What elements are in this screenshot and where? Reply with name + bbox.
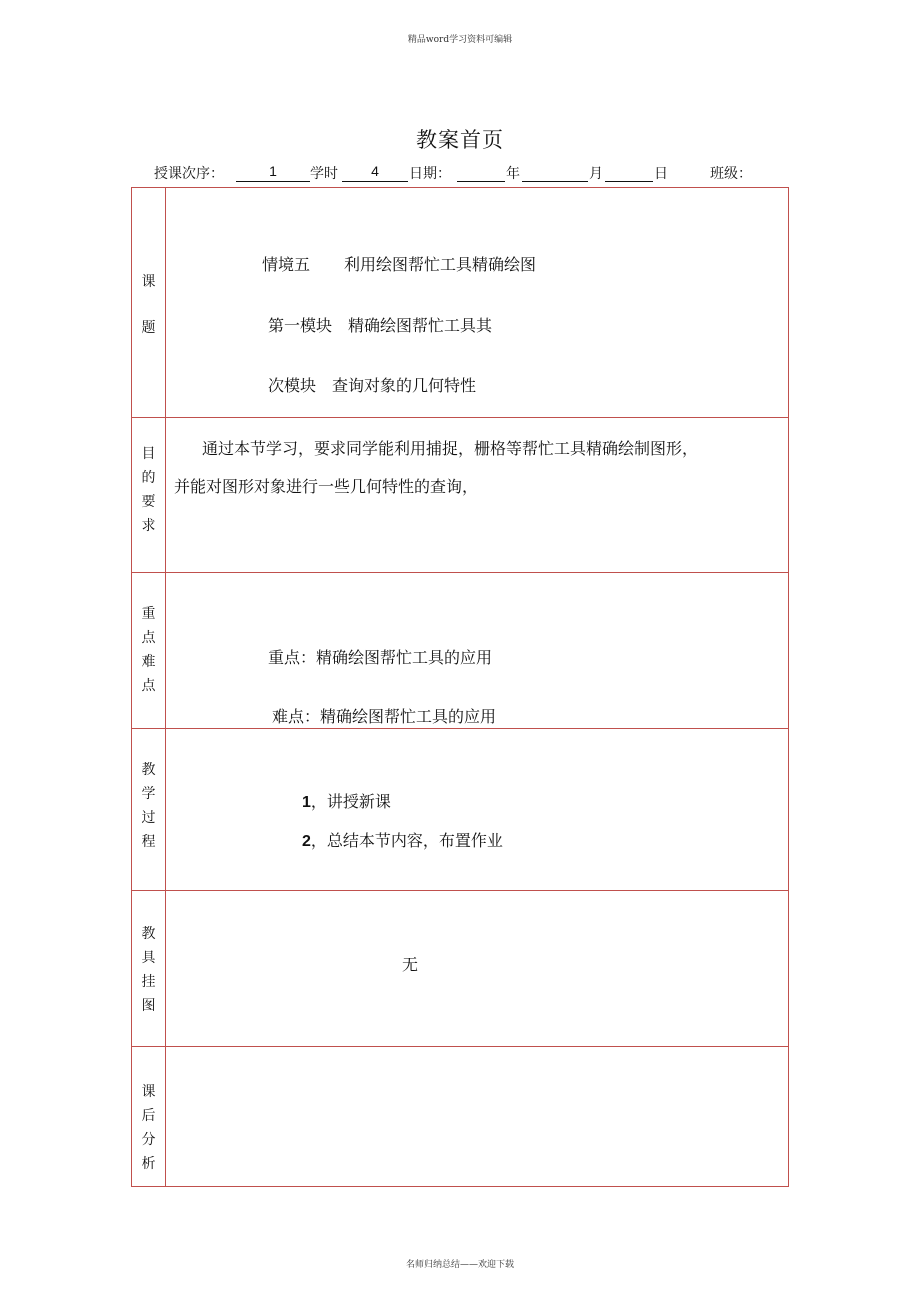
class-label: 班级：: [710, 166, 752, 182]
lesson-plan-table: [131, 187, 789, 1187]
date-label: 日期：: [409, 166, 451, 182]
topic-label: 课 题: [141, 274, 156, 336]
month-label: 月: [589, 166, 603, 182]
row-divider: [132, 417, 788, 418]
lesson-info-line: [154, 163, 774, 185]
day-blank: [605, 163, 653, 182]
objective-label: 目 的 要 求: [141, 446, 156, 534]
objective-line-1: 通过本节学习，要求同学能利用捕捉，栅格等帮忙工具精确绘制图形，: [202, 439, 699, 458]
key-point-line: 重点：精确绘图帮忙工具的应用: [268, 648, 493, 667]
topic-line-2: 第一模块 精确绘图帮忙工具其: [268, 316, 493, 335]
hours-label: 学时: [310, 166, 338, 182]
objective-line-2: 并能对图形对象进行一些几何特性的查询，: [174, 477, 479, 496]
topic-line-1: 情境五 利用绘图帮忙工具精确绘图: [262, 255, 537, 274]
aids-text: 无: [402, 955, 419, 974]
row-divider: [132, 572, 788, 573]
order-label: 授课次序：: [154, 166, 224, 182]
column-divider: [165, 188, 166, 1186]
difficulty-line: 难点：精确绘图帮忙工具的应用: [272, 707, 497, 726]
process-label: 教 学 过 程: [141, 762, 156, 850]
aids-label: 教 具 挂 图: [141, 926, 156, 1014]
process-item-2: 2，总结本节内容，布置作业: [302, 831, 503, 850]
hours-value: 4: [342, 163, 408, 182]
analysis-label: 课 后 分 析: [141, 1084, 156, 1172]
footer-note: 名师归纳总结——欢迎下载: [405, 1260, 514, 1270]
month-blank: [522, 163, 588, 182]
row-divider: [132, 890, 788, 891]
topic-line-3: 次模块 查询对象的几何特性: [268, 376, 477, 395]
row-divider: [132, 728, 788, 729]
process-item-1: 1，讲授新课: [302, 792, 391, 811]
order-value: 1: [236, 163, 310, 182]
day-label: 日: [654, 166, 668, 182]
row-divider: [132, 1046, 788, 1047]
document-title: 教案首页: [416, 128, 504, 152]
key-points-label: 重 点 难 点: [141, 606, 156, 694]
year-label: 年: [506, 166, 520, 182]
year-blank: [457, 163, 505, 182]
header-note: 精品word学习资料可编辑: [407, 35, 513, 45]
